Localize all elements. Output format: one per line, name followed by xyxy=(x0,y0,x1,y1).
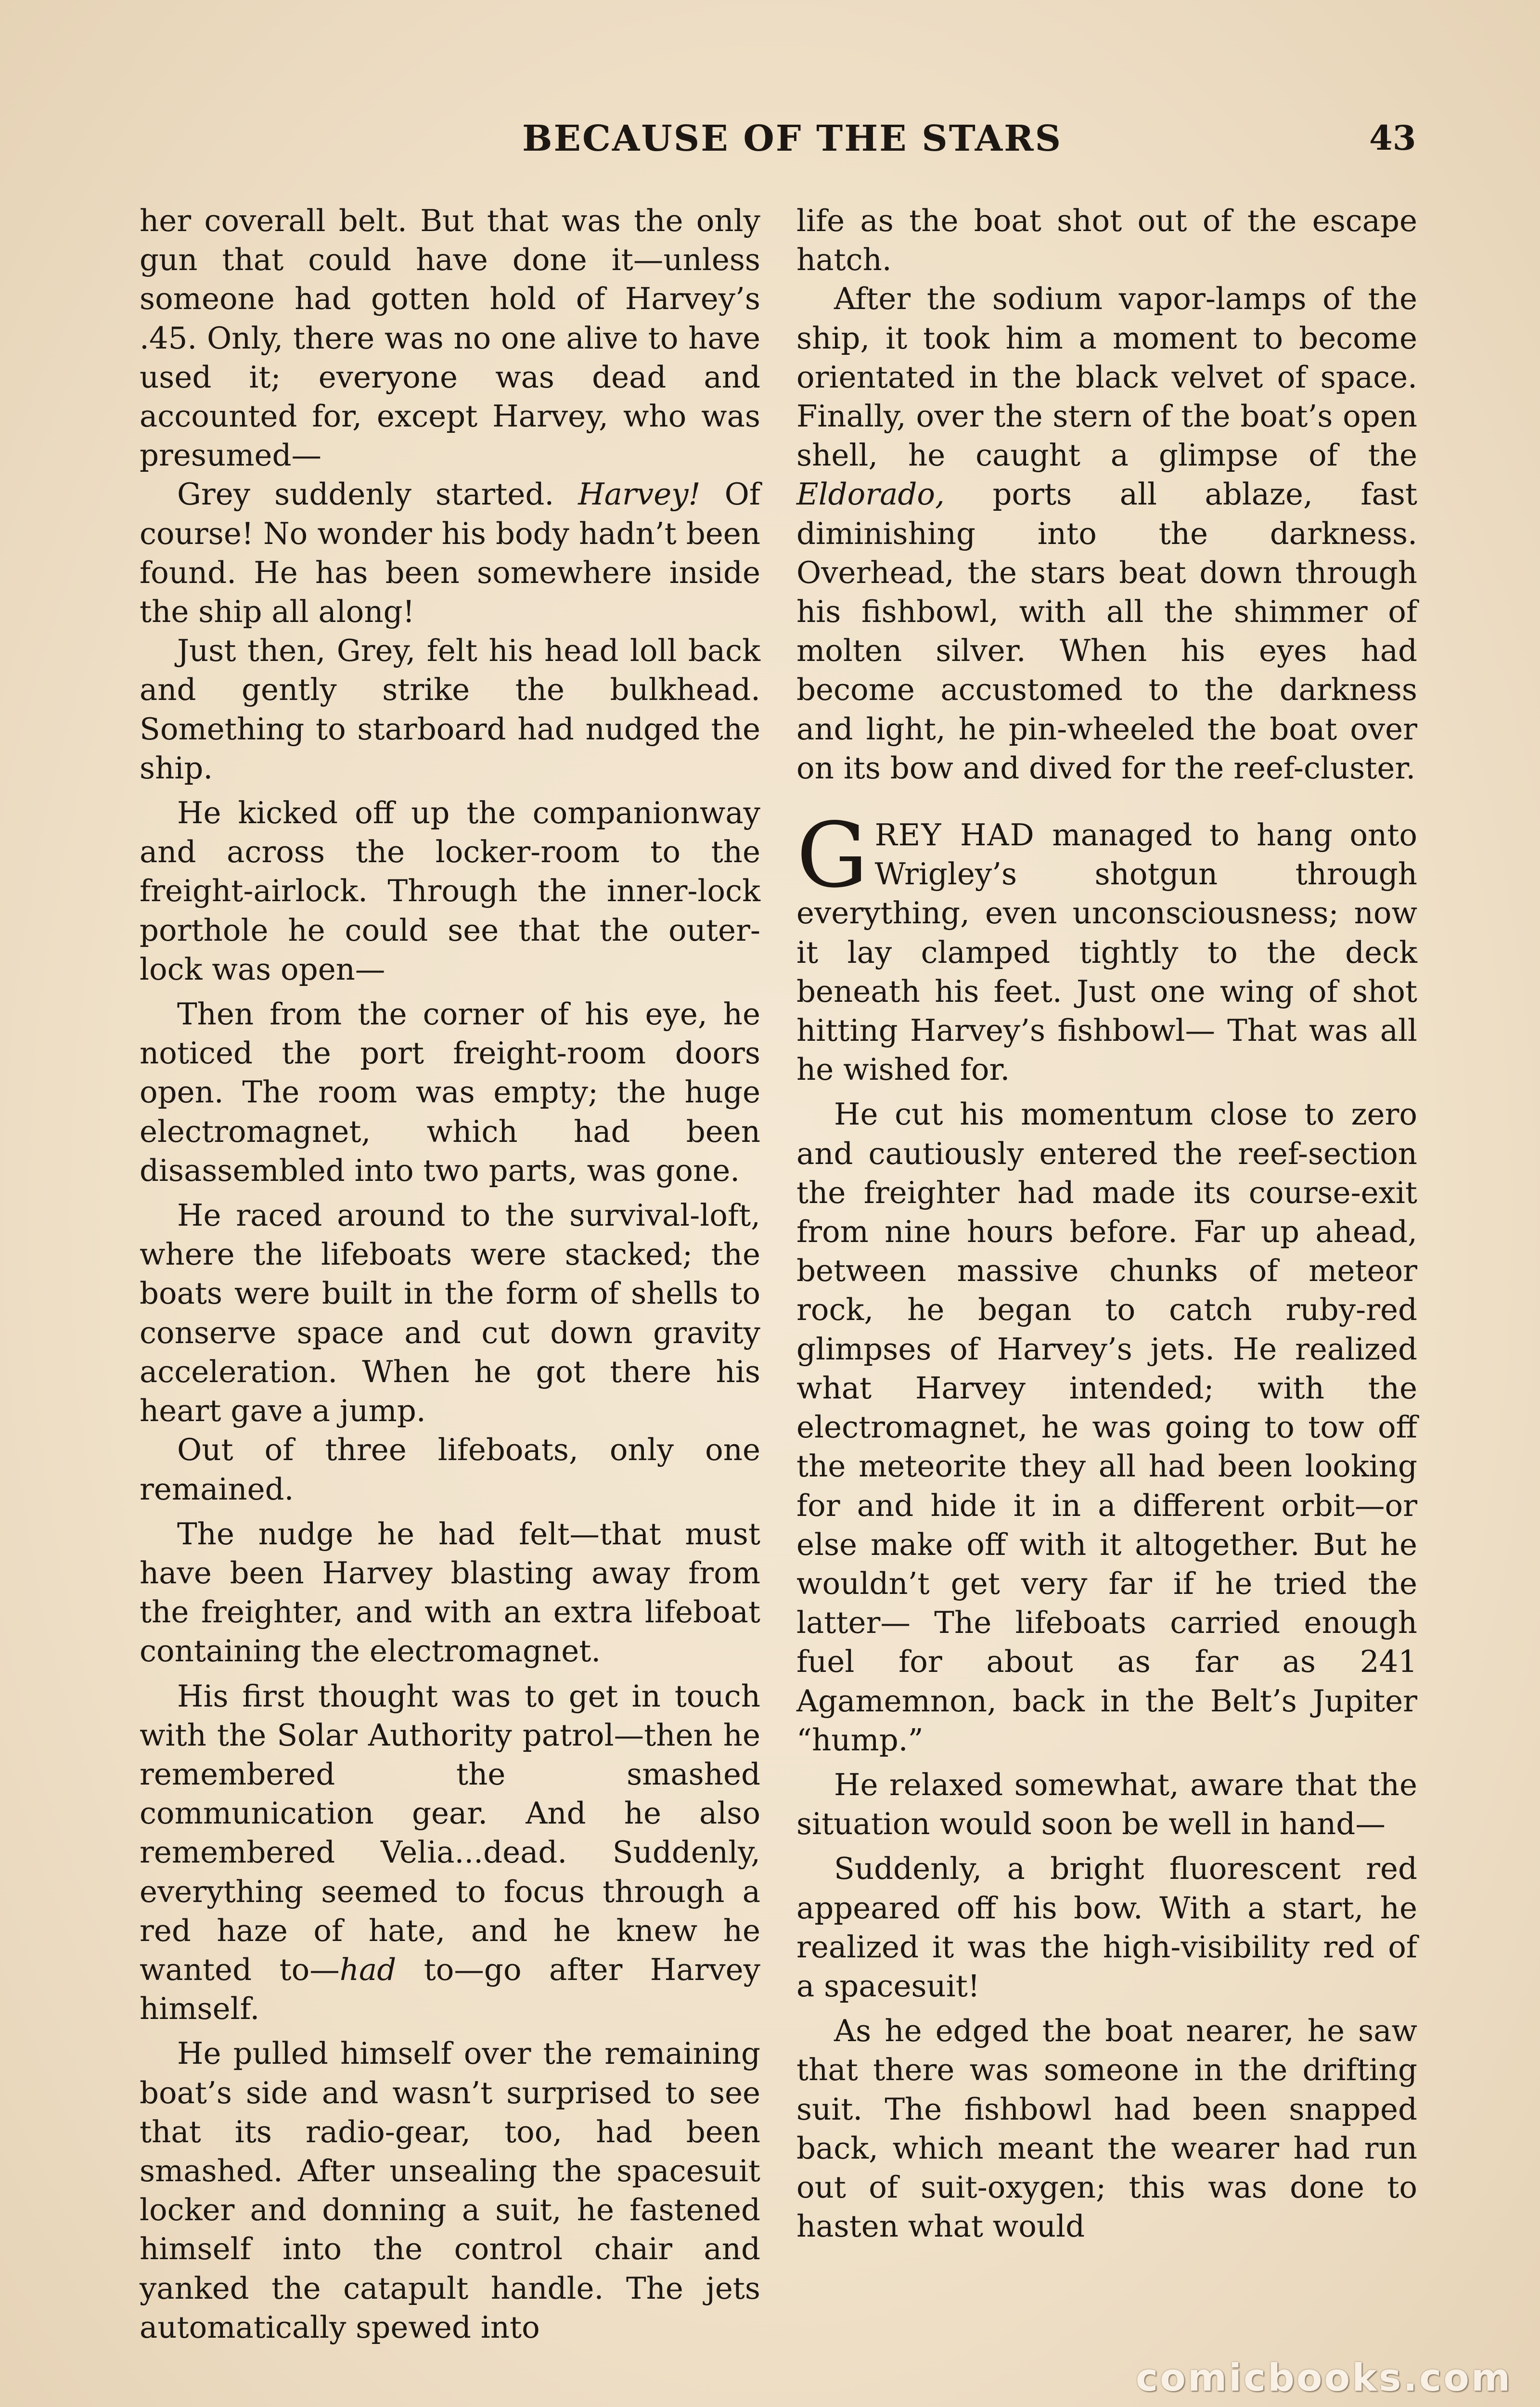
paragraph xyxy=(140,475,760,631)
paragraph: He cut his momentum close to zero and cautiously entered the reef-section the freighter had made its course-exit from nine hours before. Far up ahead, between massive chunks of meteor rock, he began to catch ruby-red glimpses of Harvey’s jets. He realized what Harvey intended; with the electromagnet, he was going to tow off the meteorite they all had been looking for and hide it in a different orbit—or else make off with it altogether. But he wouldn’t get very far if he tried the latter— The lifeboats carried enough fuel for about as far as 241 Agamemnon, back in the Belt’s Jupiter “hump.” xyxy=(796,1097,1417,1758)
paragraph: The nudge he had felt—that must have been Harvey blasting away from the freighter, and with an extra lifeboat containing the electromagnet. xyxy=(140,1516,760,1669)
paragraph: Suddenly, a bright fluorescent red appeared off his bow. With a start, he realized it was the high-visibility red of a spacesuit! xyxy=(796,1851,1417,2004)
paragraph: her coverall belt. But that was the only gun that could have done it—unless someone had gotten hold of Harvey’s .45. Only, there was no one alive to have used it; everyone was dead and accounted for, except Harvey, who was presumed— xyxy=(140,203,760,473)
paragraph: life as the boat shot out of the escape hatch. xyxy=(796,203,1417,278)
page-number: 43 xyxy=(1369,118,1416,158)
paragraph xyxy=(796,803,1417,1089)
text-run: to—go after Harvey himself. xyxy=(140,1952,760,2027)
paragraph: Just then, Grey, felt his head loll back and gently strike the bulkhead. Something to starboard had nudged the ship. xyxy=(140,633,760,786)
watermark: comicbooks.com xyxy=(1136,2356,1513,2400)
paragraph: Out of three lifeboats, only one remained. xyxy=(140,1432,760,1507)
page-header xyxy=(0,118,1540,171)
paragraph: As he edged the boat nearer, he saw that there was someone in the drifting suit. The fishbowl had been snapped back, which meant the wearer had run out of suit-oxygen; this was done to hasten what would xyxy=(796,2013,1417,2244)
small-caps-lead: REY HAD xyxy=(874,817,1035,853)
paragraph: He relaxed somewhat, aware that the situation would soon be well in hand— xyxy=(796,1767,1417,1842)
section-break xyxy=(796,788,1417,815)
left-column xyxy=(140,201,760,2347)
running-head: BECAUSE OF THE STARS xyxy=(522,118,1063,159)
text-run: ports all ablaze, fast diminishing into the darkness. Overhead, the stars beat down through his fishbowl, with all the shimmer of molten silver. When his eyes had become accustomed to the darkness and light, he pin-wheeled the boat over on its bow and dived for the reef-cluster. xyxy=(796,477,1417,786)
italic-text: Eldorado, xyxy=(796,477,945,512)
right-column xyxy=(796,201,1417,2246)
text-run: After the sodium vapor-lamps of the ship, it took him a moment to become orientated in the black velvet of space. Finally, over the stern of the boat’s open shell, he caught a glimpse of the xyxy=(796,281,1417,473)
paragraph xyxy=(796,279,1417,788)
italic-text: Harvey! xyxy=(578,477,701,512)
paragraph: He kicked off up the companionway and across the locker-room to the freight-airlock. Through the inner-lock porthole he could see that the outer-lock was open— xyxy=(140,795,760,987)
paragraph: Then from the corner of his eye, he noticed the port freight-room doors open. The room was empty; the huge electromagnet, which had been disassembled into two parts, was gone. xyxy=(140,996,760,1188)
text-run: His first thought was to get in touch with the Solar Authority patrol—then he remembered the smashed communication gear. And he also remembered Velia...dead. Suddenly, everything seemed to focus through a red haze of hate, and he knew he wanted to— xyxy=(140,1678,760,1987)
paragraph: He raced around to the survival-loft, where the lifeboats were stacked; the boats were built in the form of shells to conserve space and cut down gravity acceleration. When he got there his heart gave a jump. xyxy=(140,1198,760,1429)
italic-text: had xyxy=(339,1952,397,1987)
drop-cap: G xyxy=(796,803,868,908)
text-run: Of course! No wonder his body hadn’t been found. He has been somewhere inside the ship all along! xyxy=(140,477,760,630)
paragraph: He pulled himself over the remaining boat’s side and wasn’t surprised to see that its radio-gear, too, had been smashed. After unsealing the spacesuit locker and donning a suit, he fastened himself into the control chair and yanked the catapult handle. The jets automatically spewed into xyxy=(140,2036,760,2345)
paragraph xyxy=(140,1677,760,2029)
text-run: Grey suddenly started. xyxy=(177,477,578,512)
text-run: managed to hang onto Wrigley’s shotgun through everything, even unconsciousness; now it lay clamped tightly to the deck beneath his feet. Just one wing of shot hitting Harvey’s fishbowl— That was all he wished for. xyxy=(796,817,1417,1087)
